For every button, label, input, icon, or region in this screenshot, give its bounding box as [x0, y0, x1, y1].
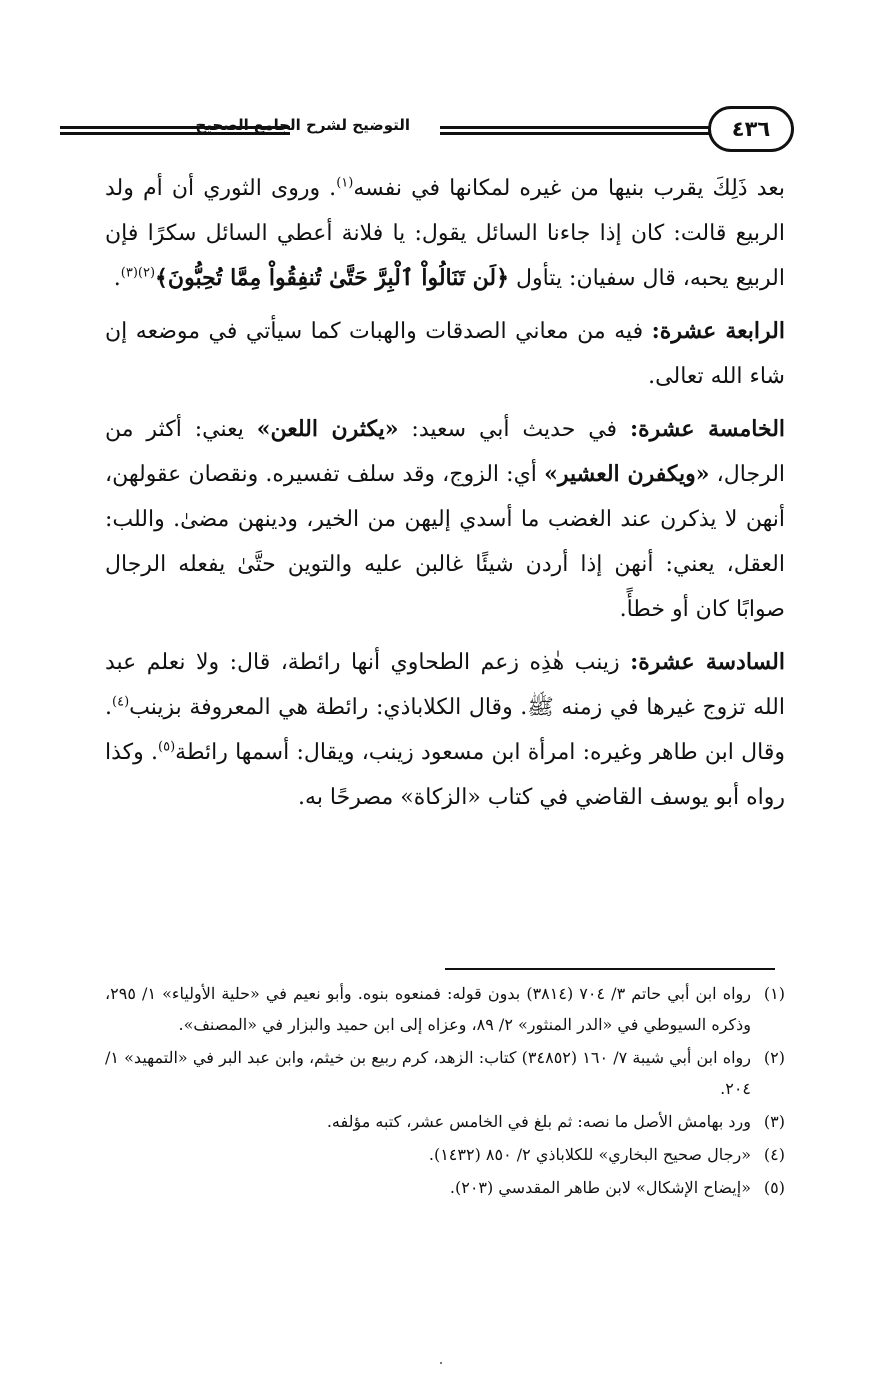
p1-text-1: بعد ذَلِكَ يقرب بنيها من غيره لمكانها في نفسه: [353, 176, 785, 201]
paragraph-1: [105, 166, 785, 301]
p3-text-3: أي: الزوج، وقد سلف تفسيره. ونقصان عقولهن، أنهن لا يذكرن عند الغضب ما أسدي إليهن من الخير، ودينهن مضىٰ. واللب: العقل، يعني: أنهن إذا أردن شيئًا غالبن عليه والتوين حتَّىٰ يفعله الرجال صوابًا كان أو خطأً.: [105, 462, 785, 622]
quran-verse: ﴿لَن تَنَالُواْ ٱلْبِرَّ حَتَّىٰ تُنفِقُواْ مِمَّا تُحِبُّونَ﴾: [155, 265, 509, 291]
p2-text: فيه من معاني الصدقات والهبات كما سيأتي في موضعه إن شاء الله تعالى.: [105, 319, 785, 389]
footnote-number: (٢): [763, 1048, 785, 1067]
footnote-separator: [445, 968, 775, 970]
footnote-number: (٣): [763, 1112, 785, 1131]
section-label-14: الرابعة عشرة:: [651, 318, 785, 344]
footnote-text: ورد بهامش الأصل ما نصه: ثم بلغ في الخامس عشر، كتبه مؤلفه.: [326, 1112, 751, 1131]
footnote-text: «رجال صحيح البخاري» للكلاباذي ٢/ ٨٥٠ (١٤٣٢).: [428, 1145, 751, 1164]
main-text: [105, 166, 785, 828]
section-label-16: السادسة عشرة:: [630, 649, 785, 675]
header-rule-right: [440, 126, 720, 135]
footnote-number: (٥): [763, 1178, 785, 1197]
p3-text-1: في حديث أبي سعيد:: [398, 417, 630, 442]
p1-text-3: .: [113, 266, 121, 291]
p1-text-2: . وروى الثوري أن أم ولد الربيع قالت: كان إذا جاءنا السائل يقول: يا فلانة أعطي السائل سكرًا فإن الربيع يحبه، قال سفيان: يتأول: [105, 176, 785, 291]
footnote-ref-1[interactable]: (١): [336, 175, 354, 191]
section-label-15: الخامسة عشرة:: [629, 416, 786, 442]
footnotes: [105, 978, 785, 1205]
p3-text-2: يعني: أكثر من الرجال،: [105, 417, 786, 487]
footnote: [105, 978, 785, 1040]
paragraph-3: [105, 407, 785, 632]
footnote: [105, 1042, 785, 1104]
paragraph-4: [105, 640, 785, 820]
footnote-ref-2-3[interactable]: (٢)(٣): [120, 265, 156, 281]
footnote-ref-4[interactable]: (٤): [112, 694, 130, 710]
footnote-text: رواه ابن أبي حاتم ٣/ ٧٠٤ (٣٨١٤) بدون قوله: فمنعوه بنوه. وأبو نعيم في «حلية الأولياء» ١/ ٢٩٥، وذكره السيوطي في «الدر المنثور» ٢/ ٨٩، وعزاه إلى ابن حميد والبزار في «المصنف».: [105, 984, 752, 1034]
footnote-number: (١): [763, 984, 785, 1003]
scan-speck: [440, 1362, 442, 1364]
p4-text-3: . وكذا رواه أبو يوسف القاضي في كتاب «الزكاة» مصرحًا به.: [105, 740, 785, 810]
footnote: [105, 1172, 785, 1203]
footnote-text: «إيضاح الإشكال» لابن طاهر المقدسي (٢٠٣).: [449, 1178, 751, 1197]
hadith-quote-2: «ويكفرن العشير»: [544, 461, 710, 487]
footnote: [105, 1139, 785, 1170]
footnote-number: (٤): [763, 1145, 785, 1164]
footnote-text: رواه ابن أبي شيبة ٧/ ١٦٠ (٣٤٨٥٢) كتاب: الزهد، كرم ربيع بن خيثم، وابن عبد البر في «التمهيد» ١/ ٢٠٤.: [105, 1048, 752, 1098]
p4-text-2: . وقال ابن طاهر وغيره: امرأة ابن مسعود زينب، ويقال: أسمها رائطة: [105, 695, 785, 765]
hadith-quote-1: «يكثرن اللعن»: [256, 416, 399, 442]
paragraph-2: [105, 309, 785, 399]
footnote-ref-5[interactable]: (٥): [158, 739, 176, 755]
footnote: [105, 1106, 785, 1137]
p4-text-1: زينب هٰذِه زعم الطحاوي أنها رائطة، قال: ولا نعلم عبد الله تزوج غيرها في زمنه ﷺ. وقال الكلاباذي: رائطة هي المعروفة بزينب: [105, 650, 785, 720]
book-title: التوضيح لشرح الجامع الصحيح: [195, 116, 410, 134]
running-header: [60, 92, 790, 152]
page-number-badge: ٤٣٦: [708, 106, 794, 152]
